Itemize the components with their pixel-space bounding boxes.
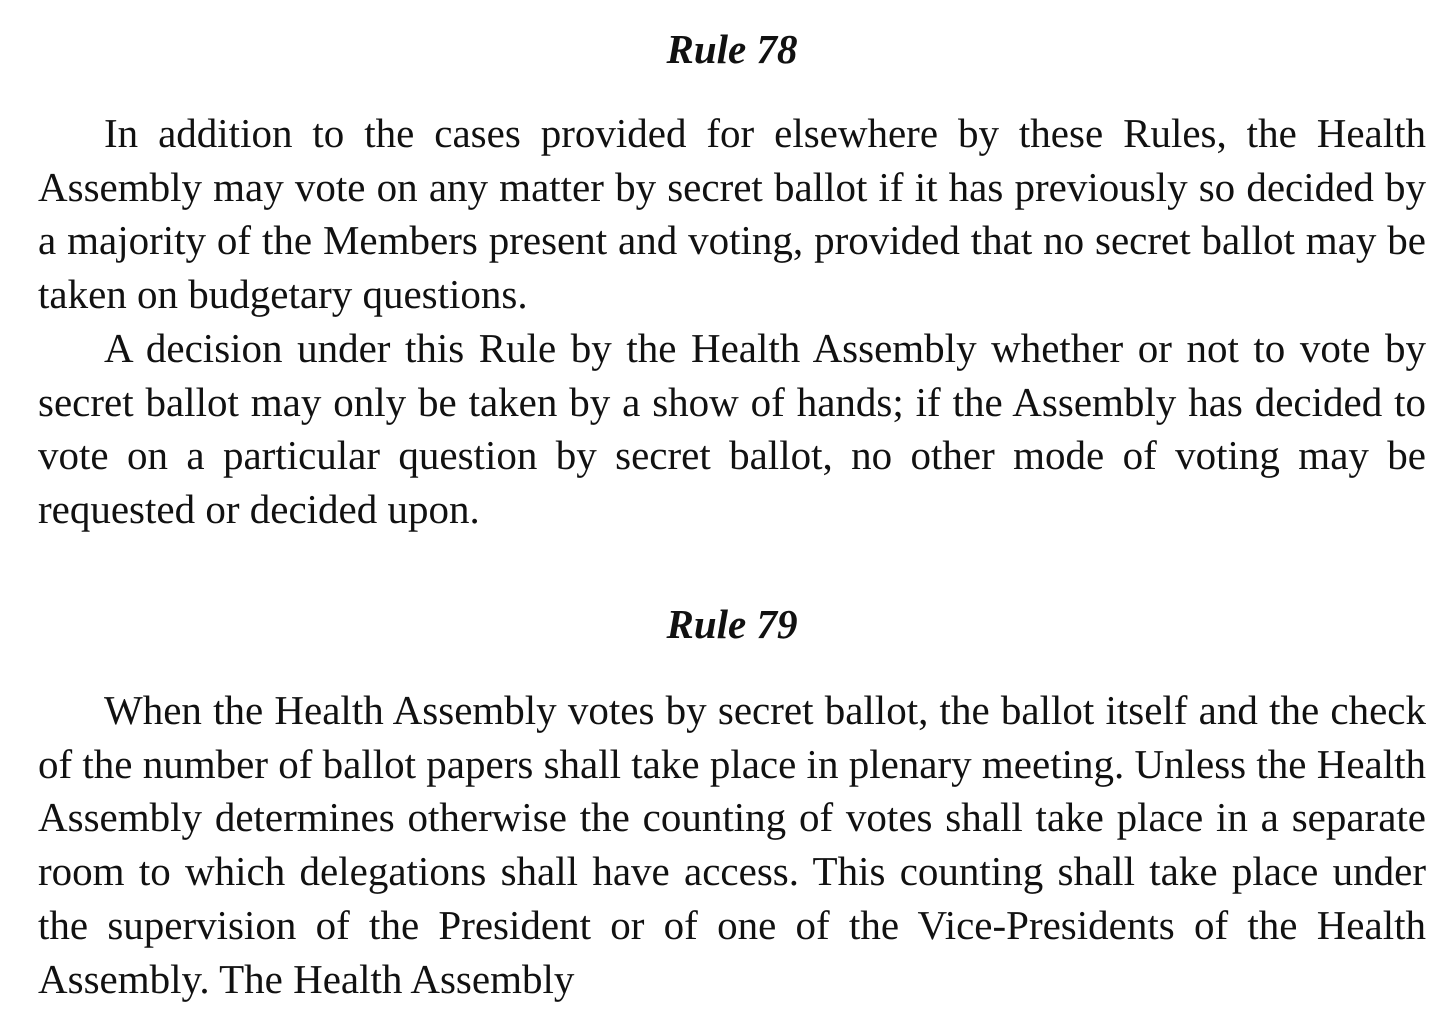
rule-78-paragraph-1: In addition to the cases provided for elsewhere by these Rules, the Health Assembly may vote on any matter by secret ballot if it has previously so decided by a majority of the Members present and voting, provided that no secret ballot may be taken on budgetary questions.: [38, 110, 1426, 318]
rule-79-body: [38, 684, 1426, 1006]
rule-78-body: [38, 107, 1426, 537]
rule-79-paragraph-1: When the Health Assembly votes by secret ballot, the ballot itself and the check of the number of ballot papers shall take place in plenary meeting. Unless the Health Assembly determines otherwise the counting of votes shall take place in a separate room to which delegations shall have access. This counting shall take place under the supervision of the President or of one of the Vice-Presidents of the Health Assembly. The Health Assembly: [38, 687, 1426, 1002]
rule-78-paragraph-2: A decision under this Rule by the Health Assembly whether or not to vote by secret ballot may only be taken by a show of hands; if the Assembly has decided to vote on a particular question by secret ballot, no other mode of voting may be requested or decided upon.: [38, 324, 1426, 532]
rule-78-heading: Rule 78: [666, 26, 798, 72]
rule-79-heading: Rule 79: [666, 601, 798, 647]
